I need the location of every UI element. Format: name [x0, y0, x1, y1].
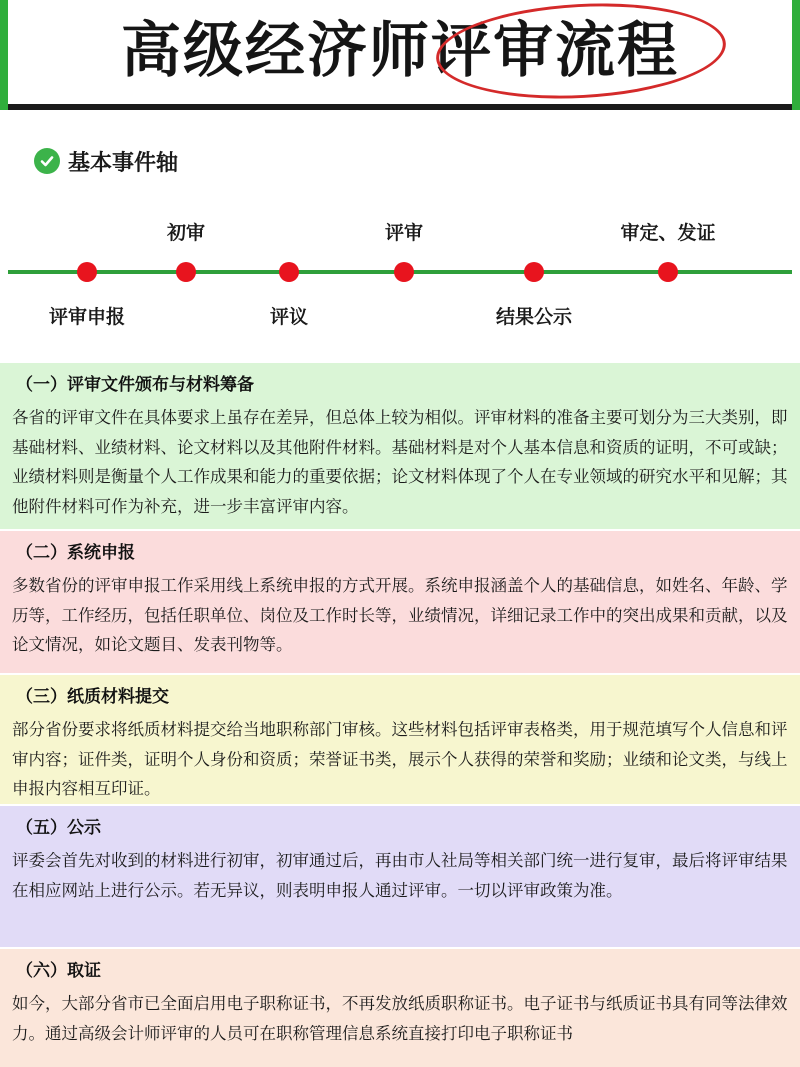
check-circle-icon	[34, 148, 60, 174]
timeline-node-label: 结果公示	[495, 306, 573, 328]
page-title: 高级经济师评审流程	[121, 16, 679, 86]
section-heading: （一）评审文件颁布与材料筹备	[16, 375, 254, 395]
timeline-node-label: 初审	[166, 222, 206, 244]
timeline-node	[658, 262, 678, 282]
title-underline	[8, 104, 792, 110]
section-heading: （五）公示	[16, 818, 101, 838]
timeline-node-label: 评议	[269, 306, 309, 328]
section-heading: （六）取证	[16, 961, 101, 981]
timeline-node	[279, 262, 299, 282]
section-body: 多数省份的评审申报工作采用线上系统申报的方式开展。系统申报涵盖个人的基础信息，如姓名、年龄、学历等，工作经历，包括任职单位、岗位及工作时长等，业绩情况，详细记录工作中的突出成果和贡献，以及论文情况，如论文题目、发表刊物等。	[12, 576, 788, 654]
timeline-node	[176, 262, 196, 282]
title-banner	[0, 0, 800, 110]
content-section	[0, 531, 800, 673]
content-section	[0, 675, 800, 804]
section-body: 如今，大部分省市已全面启用电子职称证书，不再发放纸质职称证书。电子证书与纸质证书具有同等法律效力。通过高级会计师评审的人员可在职称管理信息系统直接打印电子职称证书	[12, 994, 788, 1043]
timeline-node	[524, 262, 544, 282]
timeline-header	[34, 146, 178, 176]
section-body: 部分省份要求将纸质材料提交给当地职称部门审核。这些材料包括评审表格类，用于规范填写个人信息和评审内容；证件类，证明个人身份和资质；荣誉证书类，展示个人获得的荣誉和奖励；业绩和论文类，与线上申报内容相互印证。	[12, 720, 788, 798]
section-heading: （三）纸质材料提交	[16, 687, 169, 707]
timeline-title: 基本事件轴	[68, 150, 179, 176]
timeline-node	[394, 262, 414, 282]
content-section	[0, 949, 800, 1067]
section-body: 各省的评审文件在具体要求上虽存在差异，但总体上较为相似。评审材料的准备主要可划分为三大类别，即基础材料、业绩材料、论文材料以及其他附件材料。基础材料是对个人基本信息和资质的证明，不可或缺；业绩材料则是衡量个人工作成果和能力的重要依据；论文材料体现了个人在专业领域的研究水平和见解；其他附件材料可作为补充，进一步丰富评审内容。	[12, 408, 788, 516]
timeline-node-label: 审定、发证	[620, 222, 716, 244]
timeline-node-label: 评审	[384, 222, 424, 244]
section-body: 评委会首先对收到的材料进行初审，初审通过后，再由市人社局等相关部门统一进行复审，最后将评审结果在相应网站上进行公示。若无异议，则表明申报人通过评审。一切以评审政策为准。	[12, 851, 788, 900]
content-section	[0, 806, 800, 947]
timeline-node-label: 评审申报	[48, 306, 126, 328]
section-heading: （二）系统申报	[16, 543, 135, 563]
timeline-node	[77, 262, 97, 282]
content-section	[0, 363, 800, 529]
